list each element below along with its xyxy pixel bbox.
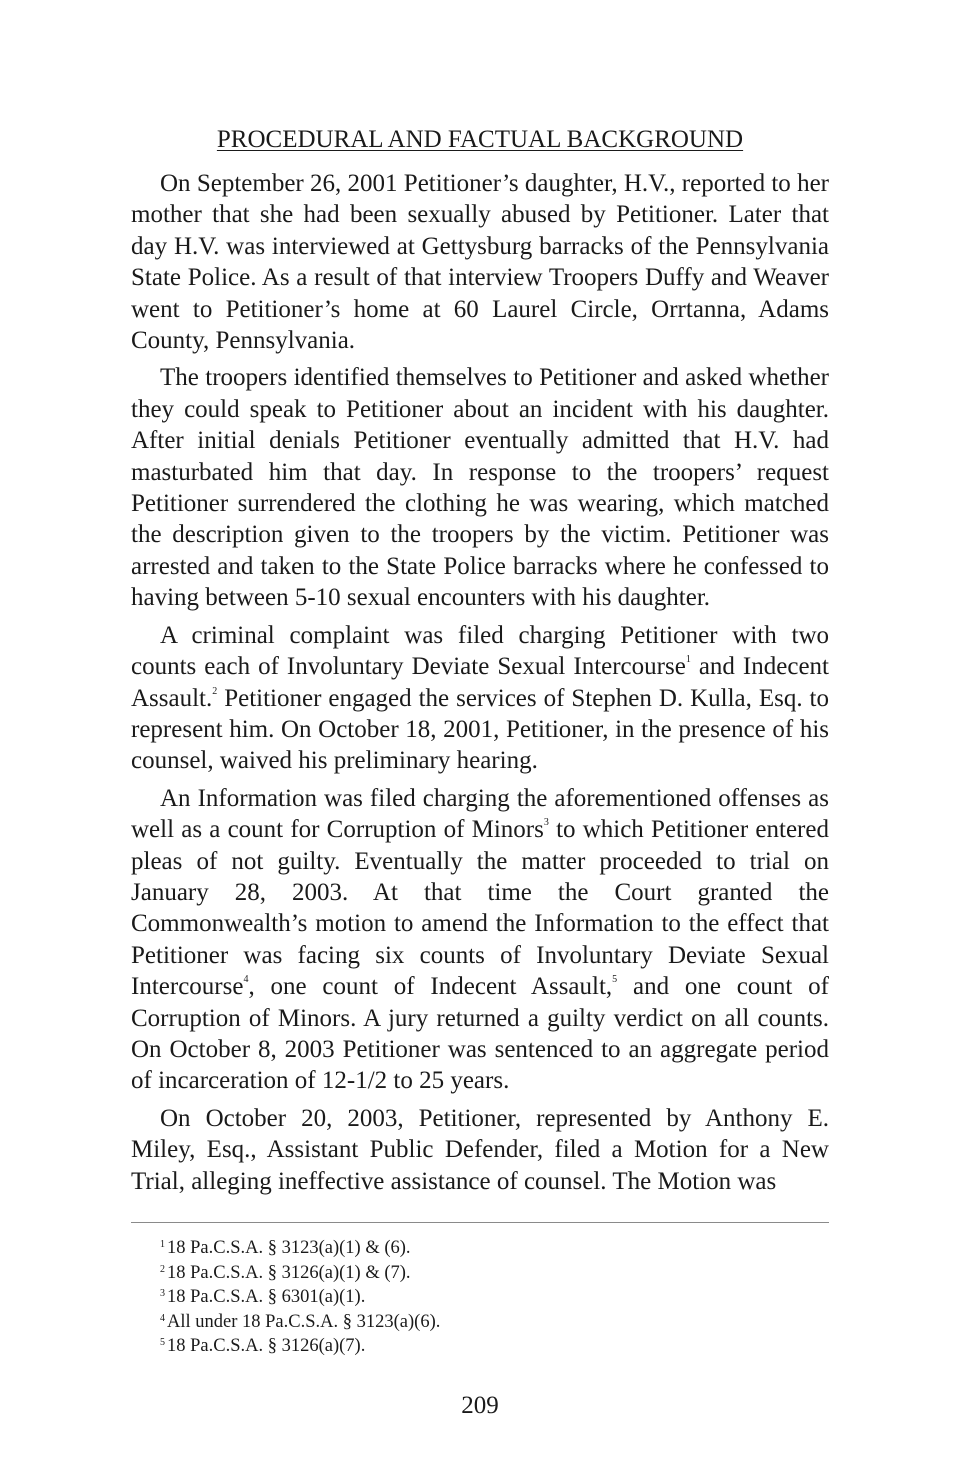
page-number: 209 xyxy=(461,1392,499,1419)
paragraph-4-text-a: An Information was filed charging the aforementioned offenses as well as a count for Corruption of Minors xyxy=(131,784,829,844)
footnote-number: 2 xyxy=(160,1263,165,1275)
footnote xyxy=(160,1285,820,1310)
paragraph-5: On October 20, 2003, Petitioner, represented by Anthony E. Miley, Esq., Assistant Public Defender, filed a Motion for a New Trial, alleging ineffective assistance of counsel. The Motion was xyxy=(131,1104,829,1195)
footnote-number: 5 xyxy=(160,1337,165,1348)
footnote-number: 1 xyxy=(160,1239,165,1250)
paragraph-4-text-c: , one count of Indecent Assault, xyxy=(248,973,613,1001)
footnote-text: 18 Pa.C.S.A. § 6301(a)(1). xyxy=(167,1287,366,1307)
footnote-text: 18 Pa.C.S.A. § 3123(a)(1) & (6). xyxy=(167,1238,411,1258)
paragraph-2: The troopers identified themselves to Petitioner and asked whether they could speak to Petitioner about an incident with his daughter. After initial denials Petitioner eventually admitted that H.V. had masturbated him that day. In response to the troopers’ request Petitioner surrendered the clothing he was wearing, which matched the description given to the troopers by the victim. Petitioner was arrested and taken to the State Police barracks where he confessed to having between 5-10 sexual encounters with his daughter. xyxy=(131,364,829,612)
footnote xyxy=(160,1236,820,1261)
paragraph-1: On September 26, 2001 Petitioner’s daughter, H.V., reported to her mother that she had been sexually abused by Petitioner. Later that day H.V. was interviewed at Gettysburg barracks of the Pennsylvania State Police. As a result of that interview Troopers Duffy and Weaver went to Petitioner’s home at 60 Laurel Circle, Orrtanna, Adams County, Pennsylvania. xyxy=(131,170,829,355)
footnote-ref-4: 4 xyxy=(243,974,249,986)
footnote xyxy=(160,1310,820,1335)
paragraph-3-text-b: and Indecent Assault. xyxy=(131,653,829,712)
footnote xyxy=(160,1261,820,1286)
footnote-ref-2: 2 xyxy=(212,685,218,697)
paragraph-3-text-a: A criminal complaint was filed charging Petitioner with two counts each of Involuntary Deviate Sexual Intercourse xyxy=(131,621,829,681)
footnote-divider xyxy=(131,1222,829,1223)
footnote-ref-5: 5 xyxy=(612,974,618,986)
footnote-text: 18 Pa.C.S.A. § 3126(a)(7). xyxy=(167,1336,366,1356)
footnote-ref-3: 3 xyxy=(543,817,549,829)
footnote-text: 18 Pa.C.S.A. § 3126(a)(1) & (7). xyxy=(167,1262,411,1283)
paragraph-4 xyxy=(131,783,829,1097)
paragraph-4-text-b: to which Petitioner entered pleas of not guilty. Eventually the matter proceeded to trial on January 28, 2003. At that time the Court granted the Commonwealth’s motion to amend the Information to the effect that Petitioner was facing six counts of Involuntary Deviate Sexual Intercourse xyxy=(131,816,829,1001)
section-heading: PROCEDURAL AND FACTUAL BACKGROUND xyxy=(216,126,744,153)
paragraph-3-text-c: Petitioner engaged the services of Stephen D. Kulla, Esq. to represent him. On October 18, 2001, Petitioner, in the presence of his counsel, waived his preliminary hearing. xyxy=(131,684,829,775)
page-body xyxy=(131,124,829,1203)
footnote-number: 4 xyxy=(160,1312,165,1324)
footnote-ref-1: 1 xyxy=(685,654,691,666)
footnote-number: 3 xyxy=(160,1288,165,1299)
footnotes xyxy=(160,1236,820,1359)
footnote xyxy=(160,1334,820,1359)
footnote-text: All under 18 Pa.C.S.A. § 3123(a)(6). xyxy=(167,1311,441,1332)
paragraph-4-text-d: and one count of Corruption of Minors. A jury returned a guilty verdict on all counts. On October 8, 2003 Petitioner was sentenced to an aggregate period of incarceration of 12-1/2 to 25 years. xyxy=(131,973,829,1095)
paragraph-3 xyxy=(131,620,829,777)
